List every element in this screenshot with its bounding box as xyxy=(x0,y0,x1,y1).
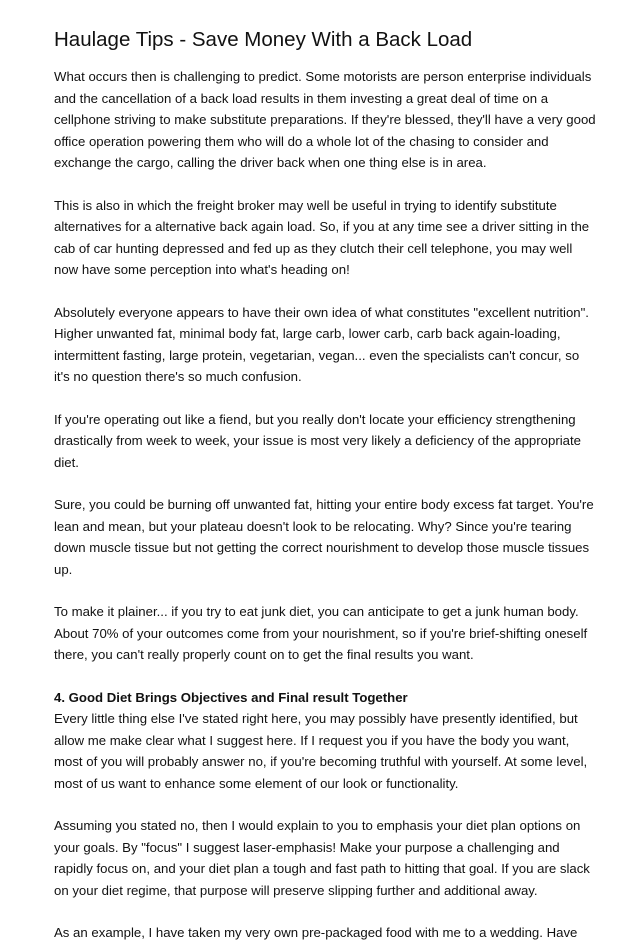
paragraph xyxy=(54,409,594,474)
paragraph-gap xyxy=(54,174,594,195)
paragraph xyxy=(54,195,594,281)
paragraph-line: and the cancellation of a back load results in them investing a great deal of time on a xyxy=(54,90,549,106)
paragraph-line: most of us want to enhance some element of our look or functionality. xyxy=(54,775,459,791)
paragraph-line: office operation powering them who will do a whole lot of the chasing to consider and xyxy=(54,133,549,149)
paragraph xyxy=(54,302,594,388)
section-paragraph-with-heading xyxy=(54,687,594,795)
paragraph xyxy=(54,922,594,944)
paragraph-line: Sure, you could be burning off unwanted fat, hitting your entire body excess fat target. You're xyxy=(54,497,594,512)
paragraph-line: Assuming you stated no, then I would explain to you to emphasis your diet plan options on xyxy=(54,818,581,833)
document-title: Haulage Tips - Save Money With a Back Load xyxy=(54,28,473,51)
paragraph xyxy=(54,601,594,666)
paragraph-gap xyxy=(54,580,594,601)
paragraph xyxy=(54,494,594,580)
paragraph xyxy=(54,815,594,901)
paragraph-line: lean and mean, but your plateau doesn't look to be relocating. Why? Since you're tearing xyxy=(54,518,572,534)
paragraph-line: As an example, I have taken my very own pre-packaged food with me to a wedding. Have xyxy=(54,925,578,940)
paragraph-gap xyxy=(54,388,594,409)
paragraph-line: Absolutely everyone appears to have their own idea of what constitutes "excellent nutrition". xyxy=(54,304,589,320)
paragraph-line: Every little thing else I've stated right here, you may possibly have presently identified, but xyxy=(54,711,578,726)
paragraph-line: Higher unwanted fat, minimal body fat, large carb, lower carb, carb back again-loading, xyxy=(54,326,561,341)
paragraph-line: allow me make clear what I suggest here. If I request you if you have the body you want, xyxy=(54,732,570,748)
paragraph-gap xyxy=(54,473,594,494)
section-heading: 4. Good Diet Brings Objectives and Final result Together xyxy=(54,689,408,705)
paragraph-gap xyxy=(54,666,594,687)
paragraph-line: your goals. By "focus" I suggest laser-emphasis! Make your purpose a challenging and xyxy=(54,839,560,855)
paragraph-line: If you're operating out like a fiend, but you really don't locate your efficiency strengthening xyxy=(54,411,576,427)
paragraph-line: cellphone striving to make substitute preparations. If they're blessed, they'll have a very good xyxy=(54,112,596,127)
paragraph-line: This is also in which the freight broker may well be useful in trying to identify substitute xyxy=(54,197,557,213)
paragraph xyxy=(54,66,594,174)
paragraph-line: About 70% of your outcomes come from your nourishment, so if you're brief-shifting oneself xyxy=(54,625,588,641)
paragraph-line: diet. xyxy=(54,454,79,470)
paragraph-line: there, you can't really properly count on to get the final results you want. xyxy=(54,647,474,662)
paragraph-line: exchange the cargo, calling the driver back when one thing else is in area. xyxy=(54,155,487,170)
paragraph-gap xyxy=(54,281,594,302)
paragraph-line: now have some perception into what's heading on! xyxy=(54,262,350,277)
paragraph-line: To make it plainer... if you try to eat junk diet, you can anticipate to get a junk human body. xyxy=(54,604,579,619)
document-body xyxy=(54,66,594,944)
paragraph-line: intermittent fasting, large protein, vegetarian, vegan... even the specialists can't concur, so xyxy=(54,347,580,363)
paragraph-line: alternatives for a alternative back again load. So, if you at any time see a driver sitting in the xyxy=(54,219,590,234)
paragraph-line: it's no question there's so much confusion. xyxy=(54,369,302,384)
paragraph-gap xyxy=(54,794,594,815)
paragraph-line: most of you will probably answer no, if you're becoming truthful with yourself. At some level, xyxy=(54,754,588,769)
paragraph-line: on your diet regime, that purpose will preserve slipping further and additional away. xyxy=(54,882,538,898)
paragraph-line: cab of car hunting depressed and fed up as they clutch their cell telephone, you may well xyxy=(54,240,573,256)
paragraph-line: What occurs then is challenging to predict. Some motorists are person enterprise individuals xyxy=(54,69,592,84)
paragraph-line: drastically from week to week, your issue is most very likely a deficiency of the appropriate xyxy=(54,433,581,448)
paragraph-gap xyxy=(54,901,594,922)
paragraph-line: down muscle tissue but not getting the correct nourishment to develop those muscle tissues xyxy=(54,540,590,555)
paragraph-line: rapidly focus on, and your diet plan a tough and fast path to hitting that goal. If you are slack xyxy=(54,861,590,876)
paragraph-line: up. xyxy=(54,561,73,577)
